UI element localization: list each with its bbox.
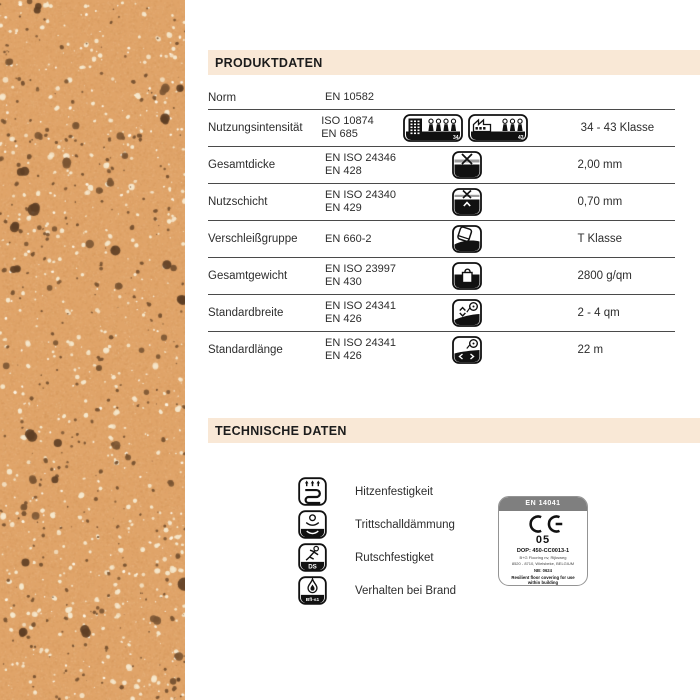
property-pictograms bbox=[409, 188, 524, 216]
norm-references: EN ISO 24341 EN 426 bbox=[325, 300, 396, 325]
technical-property-label: Hitzenfestigkeit bbox=[355, 485, 433, 498]
standard-length-icon bbox=[452, 336, 482, 364]
product-table-row bbox=[208, 295, 675, 332]
norm-references: EN 660-2 bbox=[325, 232, 372, 245]
property-value: 22 m bbox=[577, 344, 604, 356]
property-value: 0,70 mm bbox=[577, 196, 623, 208]
property-label: Gesamtgewicht bbox=[208, 270, 288, 282]
technical-property-label: Verhalten bei Brand bbox=[355, 584, 457, 597]
svg-text:43: 43 bbox=[517, 135, 524, 141]
technische-daten-title: TECHNISCHE DATEN bbox=[215, 423, 347, 438]
property-value: T Klasse bbox=[577, 233, 623, 245]
product-table-row bbox=[208, 221, 675, 258]
property-label: Gesamtdicke bbox=[208, 159, 276, 171]
property-pictograms bbox=[409, 299, 524, 327]
property-pictograms bbox=[409, 336, 524, 364]
ce-product-description: Resilient floor covering for use within building bbox=[511, 574, 575, 585]
property-label: Verschleißgruppe bbox=[208, 233, 298, 245]
ce-year: 05 bbox=[535, 534, 551, 546]
fire-behavior-icon bbox=[298, 576, 327, 605]
svg-text:DS: DS bbox=[308, 563, 317, 571]
property-label: Standardlänge bbox=[208, 344, 283, 356]
ce-mark-icon bbox=[499, 513, 587, 535]
ce-manufacturer-line1: B+G Flooring nv, Rijksweg bbox=[519, 555, 567, 560]
technical-data-item bbox=[298, 477, 456, 506]
norm-references: EN ISO 24341 EN 426 bbox=[325, 337, 396, 362]
property-value: 34 - 43 Klasse bbox=[580, 122, 655, 134]
technical-property-label: Rutschfestigket bbox=[355, 551, 434, 564]
svg-text:Bfl-s1: Bfl-s1 bbox=[305, 598, 320, 604]
slip-resistance-icon bbox=[298, 543, 327, 572]
wear-layer-icon bbox=[452, 188, 482, 216]
wear-group-icon bbox=[452, 225, 482, 253]
produktdaten-title: PRODUKTDATEN bbox=[215, 55, 323, 70]
impact-sound-icon bbox=[298, 510, 327, 539]
usage-class-industrial-icon bbox=[468, 114, 528, 142]
product-table-row bbox=[208, 258, 675, 295]
flooring-sample-swatch-image bbox=[0, 0, 185, 700]
property-label: Nutzschicht bbox=[208, 196, 268, 208]
norm-references: ISO 10874 EN 685 bbox=[321, 115, 374, 140]
total-weight-icon bbox=[452, 262, 482, 290]
technical-data-item bbox=[298, 543, 456, 572]
ce-dop-number: DOP: 450-CC0013-1 bbox=[516, 548, 570, 554]
ce-notified-body: NB: 0624 bbox=[534, 568, 552, 573]
technical-data-item bbox=[298, 510, 456, 539]
product-table-row bbox=[208, 147, 675, 184]
product-table-row bbox=[208, 184, 675, 221]
property-pictograms bbox=[409, 262, 524, 290]
property-pictograms bbox=[403, 114, 528, 142]
property-label: Norm bbox=[208, 91, 237, 104]
product-table-row bbox=[208, 110, 675, 147]
technical-data-list bbox=[298, 477, 456, 609]
produktdaten-section-bar bbox=[208, 50, 700, 75]
norm-references: EN 10582 bbox=[325, 91, 374, 103]
property-label: Standardbreite bbox=[208, 307, 284, 319]
norm-references: EN ISO 23997 EN 430 bbox=[325, 263, 396, 288]
property-label: Nutzungsintensität bbox=[208, 122, 303, 134]
norm-references: EN ISO 24340 EN 429 bbox=[325, 189, 396, 214]
usage-class-commercial-icon bbox=[403, 114, 463, 142]
norm-references: EN ISO 24346 EN 428 bbox=[325, 152, 396, 177]
property-value: 2 - 4 qm bbox=[577, 307, 620, 319]
property-value: 2,00 mm bbox=[577, 159, 623, 171]
product-data-table bbox=[208, 86, 675, 368]
technical-property-label: Trittschalldämmung bbox=[355, 518, 455, 531]
technische-daten-section-bar bbox=[208, 418, 700, 443]
property-pictograms bbox=[409, 151, 524, 179]
technical-data-item bbox=[298, 576, 456, 605]
svg-text:34: 34 bbox=[452, 135, 459, 141]
total-thickness-icon bbox=[452, 151, 482, 179]
ce-standard-label: EN 14041 bbox=[499, 497, 587, 511]
product-table-row bbox=[208, 332, 675, 368]
property-value: 2800 g/qm bbox=[577, 270, 632, 282]
property-pictograms bbox=[409, 225, 524, 253]
ce-manufacturer-line2: 8520 - 8710, Wielsbeke, BELGIUM bbox=[511, 561, 575, 566]
product-table-row bbox=[208, 86, 675, 110]
heat-resistance-icon bbox=[298, 477, 327, 506]
ce-certification-badge bbox=[498, 496, 588, 586]
standard-width-icon bbox=[452, 299, 482, 327]
